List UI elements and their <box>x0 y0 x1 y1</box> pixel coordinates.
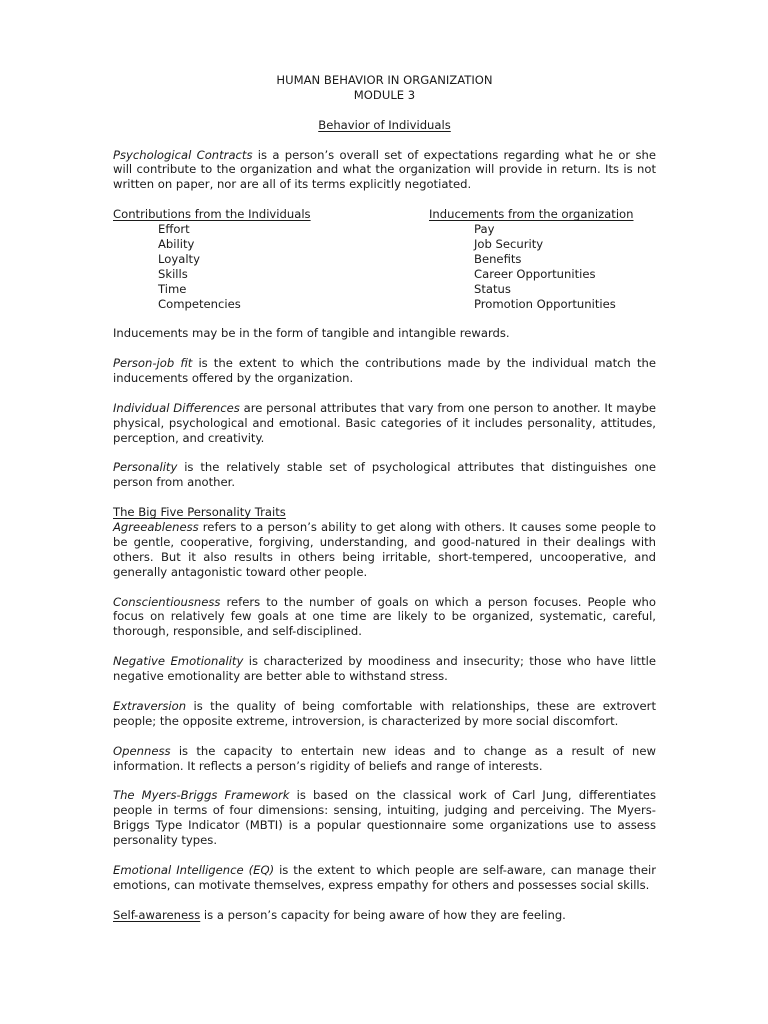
psych-contracts-paragraph <box>113 148 656 193</box>
psych-contracts-text: is a person’s overall set of expectations regarding what he or she will contribute to the organization and what the organization will provide in return. Its is not written on paper, nor are all of its terms explicitly negotiated. <box>113 147 656 192</box>
list-item: Career Opportunities <box>474 266 596 281</box>
personality-term: Personality <box>113 460 178 475</box>
list-item: Competencies <box>158 296 241 311</box>
psych-contracts-term: Psychological Contracts <box>113 147 253 162</box>
list-item: Promotion Opportunities <box>474 296 616 311</box>
agreeableness-text: refers to a person’s ability to get along with others. It causes some people to be gentle, cooperative, forgiving, understanding, and good-natured in their dealings with others. But it also results in others being irritable, short-tempered, uncooperative, and generally antagonistic toward other people. <box>113 520 656 579</box>
emotional-intelligence-term: Emotional Intelligence (EQ) <box>113 862 275 877</box>
list-item: Skills <box>158 266 188 281</box>
negative-emotionality-paragraph <box>113 654 656 684</box>
myers-briggs-text: is based on the classical work of Carl Jung, differentiates people in terms of four dimensions: sensing, intuiting, judging and perceiving. The Myers-Briggs Type Indicator (MBTI) is a popular questionnaire some organizations use to assess personality types. <box>113 788 656 848</box>
inducements-note: Inducements may be in the form of tangible and intangible rewards. <box>113 326 510 341</box>
individual-differences-term: Individual Differences <box>113 400 240 415</box>
list-item: Job Security <box>474 236 544 251</box>
emotional-intelligence-text: is the extent to which people are self-aware, can manage their emotions, can motivate themselves, express empathy for others and possesses social skills. <box>113 862 656 892</box>
self-awareness-term: Self-awareness <box>113 907 201 922</box>
person-job-fit-term: Person-job fit <box>113 356 193 371</box>
negative-emotionality-text: is characterized by moodiness and insecurity; those who have little negative emotionality are better able to withstand stress. <box>113 654 656 684</box>
list-item: Time <box>158 281 187 296</box>
openness-term: Openness <box>113 743 171 758</box>
openness-paragraph <box>113 744 656 774</box>
conscientiousness-term: Conscientiousness <box>113 594 221 609</box>
individual-differences-paragraph <box>113 401 656 446</box>
contributions-column <box>113 207 429 311</box>
big-five-heading: The Big Five Personality Traits <box>113 505 286 520</box>
openness-text: is the capacity to entertain new ideas and to change as a result of new information. It reflects a person’s rigidity of beliefs and range of interests. <box>113 743 656 773</box>
list-item: Benefits <box>474 251 522 266</box>
self-awareness-paragraph <box>113 908 656 923</box>
document-body <box>113 73 656 922</box>
personality-text: is the relatively stable set of psychological attributes that distinguishes one person from another. <box>113 460 656 490</box>
person-job-fit-text: is the extent to which the contributions made by the individual match the inducements offered by the organization. <box>113 356 656 386</box>
list-item: Effort <box>158 222 190 237</box>
extraversion-paragraph <box>113 699 656 729</box>
module-label: MODULE 3 <box>353 87 416 102</box>
extraversion-term: Extraversion <box>113 698 187 713</box>
emotional-intelligence-paragraph <box>113 863 656 893</box>
individual-differences-text: are personal attributes that vary from one person to another. It maybe physical, psychological and emotional. Basic categories of it includes personality, attitudes, perception, and creativity. <box>113 400 656 445</box>
doc-title: HUMAN BEHAVIOR IN ORGANIZATION <box>276 73 493 87</box>
inducements-heading: Inducements from the organization <box>429 207 634 222</box>
list-item: Ability <box>158 236 195 251</box>
negative-emotionality-term: Negative Emotionality <box>113 654 244 669</box>
myers-briggs-term: The Myers-Briggs Framework <box>113 788 290 803</box>
contributions-inducements-table <box>113 207 656 311</box>
contributions-heading: Contributions from the Individuals <box>113 207 311 222</box>
self-awareness-text: is a person’s capacity for being aware of how they are feeling. <box>200 907 566 922</box>
conscientiousness-text: refers to the number of goals on which a person focuses. People who focus on relatively few goals at one time are likely to be organized, systematic, careful, thorough, responsible, and self-disciplined. <box>113 594 656 639</box>
list-item: Loyalty <box>158 251 200 266</box>
extraversion-text: is the quality of being comfortable with relationships, these are extrovert people; the opposite extreme, introversion, is characterized by more social discomfort. <box>113 698 656 728</box>
myers-briggs-paragraph <box>113 788 656 848</box>
agreeableness-term: Agreeableness <box>113 520 199 535</box>
agreeableness-paragraph <box>113 520 656 580</box>
inducements-column <box>429 207 656 311</box>
list-item: Pay <box>474 222 495 237</box>
personality-paragraph <box>113 460 656 490</box>
section-heading: Behavior of Individuals <box>318 117 451 132</box>
conscientiousness-paragraph <box>113 595 656 640</box>
list-item: Status <box>474 281 511 296</box>
person-job-fit-paragraph <box>113 356 656 386</box>
